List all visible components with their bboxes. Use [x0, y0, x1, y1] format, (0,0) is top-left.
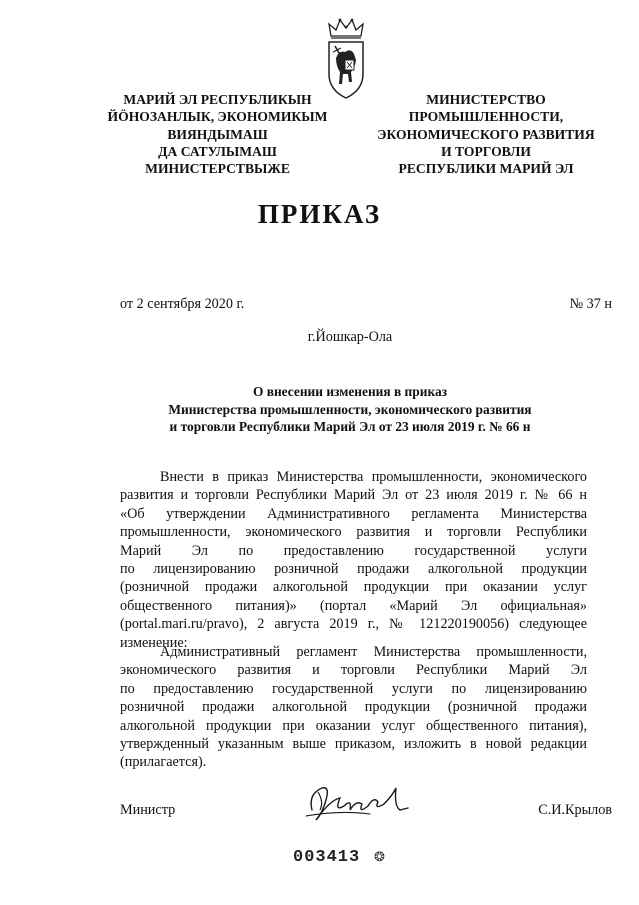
- document-city: г.Йошкар-Ола: [307, 329, 393, 345]
- body-line: Марий Эл по предоставлению государственной услуги: [120, 542, 587, 559]
- order-heading-line: и торговли Республики Марий Эл от 23 июля 2019 г. № 66 н: [169, 419, 531, 434]
- org-name-russian: [352, 91, 620, 177]
- org-name-mari-line: МАРИЙ ЭЛ РЕСПУБЛИКЫН: [123, 92, 312, 107]
- serial-mark-icon: ❂: [374, 849, 385, 864]
- mari-el-coat-of-arms-icon: [321, 14, 371, 102]
- body-line: изменение:: [120, 634, 188, 651]
- org-name-russian-line: И ТОРГОВЛИ: [441, 143, 531, 159]
- body-line: общественного питания)» (портал «Марий Эл официальная»: [120, 597, 587, 614]
- body-line: (прилагается).: [120, 754, 207, 771]
- body-line: «Об утверждении Административного регламента Министерства: [120, 505, 587, 522]
- body-line: промышленности, экономического развития и торговли Республики: [120, 524, 587, 541]
- order-heading: [120, 383, 580, 436]
- handwritten-signature: [300, 780, 420, 828]
- body-line: по лицензированию розничной продажи алкогольной продукции: [120, 560, 587, 577]
- body-line: экономического развития и торговли Республики Марий Эл: [120, 662, 587, 679]
- org-name-mari-line: ДА САТУЛЫМАШ: [158, 143, 277, 159]
- document-date: от 2 сентября 2020 г.: [120, 296, 245, 312]
- body-line: алкогольной продукции при оказании услуг общественного питания),: [120, 717, 587, 734]
- order-heading-line: Министерства промышленности, экономического развития: [168, 401, 532, 417]
- document-title: ПРИКАЗ: [257, 199, 382, 229]
- body-line: утвержденный указанным выше приказом, изложить в новой редакции: [120, 735, 587, 752]
- signer-role: Министр: [120, 802, 176, 818]
- org-name-mari-line: МИНИСТЕРСТВЫЖЕ: [145, 161, 290, 177]
- body-line: (розничной продажи алкогольной продукции при оказании услуг: [120, 579, 587, 596]
- body-line: (portal.mari.ru/pravo), 2 августа 2019 г., № 121220190056) следующее: [120, 616, 587, 633]
- org-name-mari: [80, 91, 355, 177]
- org-name-mari-line: ЙӦНОЗАНЛЫК, ЭКОНОМИКЫМ: [107, 109, 328, 125]
- body-line: по предоставлению государственной услуги по лицензированию: [120, 680, 587, 697]
- body-line: развития и торговли Республики Марий Эл от 23 июля 2019 г. № 66 н: [120, 487, 587, 504]
- org-name-russian-line: МИНИСТЕРСТВО: [426, 92, 546, 107]
- form-serial-number: 003413: [293, 848, 361, 867]
- signer-name: С.И.Крылов: [538, 802, 612, 818]
- body-line: Административный регламент Министерства промышленности,: [160, 644, 587, 660]
- document-number: № 37 н: [569, 296, 612, 312]
- body-line: Внести в приказ Министерства промышленности, экономического: [160, 469, 587, 485]
- org-name-russian-line: ПРОМЫШЛЕННОСТИ,: [408, 109, 564, 125]
- org-name-russian-line: ЭКОНОМИЧЕСКОГО РАЗВИТИЯ: [377, 126, 595, 142]
- body-paragraph-2: [120, 643, 587, 772]
- body-line: розничной продажи алкогольной продукции (розничной продажи: [120, 699, 587, 716]
- order-heading-line: О внесении изменения в приказ: [252, 384, 448, 399]
- org-name-mari-line: ВИЯНДЫМАШ: [167, 126, 268, 142]
- body-paragraph-1: [120, 468, 587, 652]
- org-name-russian-line: РЕСПУБЛИКИ МАРИЙ ЭЛ: [398, 161, 574, 177]
